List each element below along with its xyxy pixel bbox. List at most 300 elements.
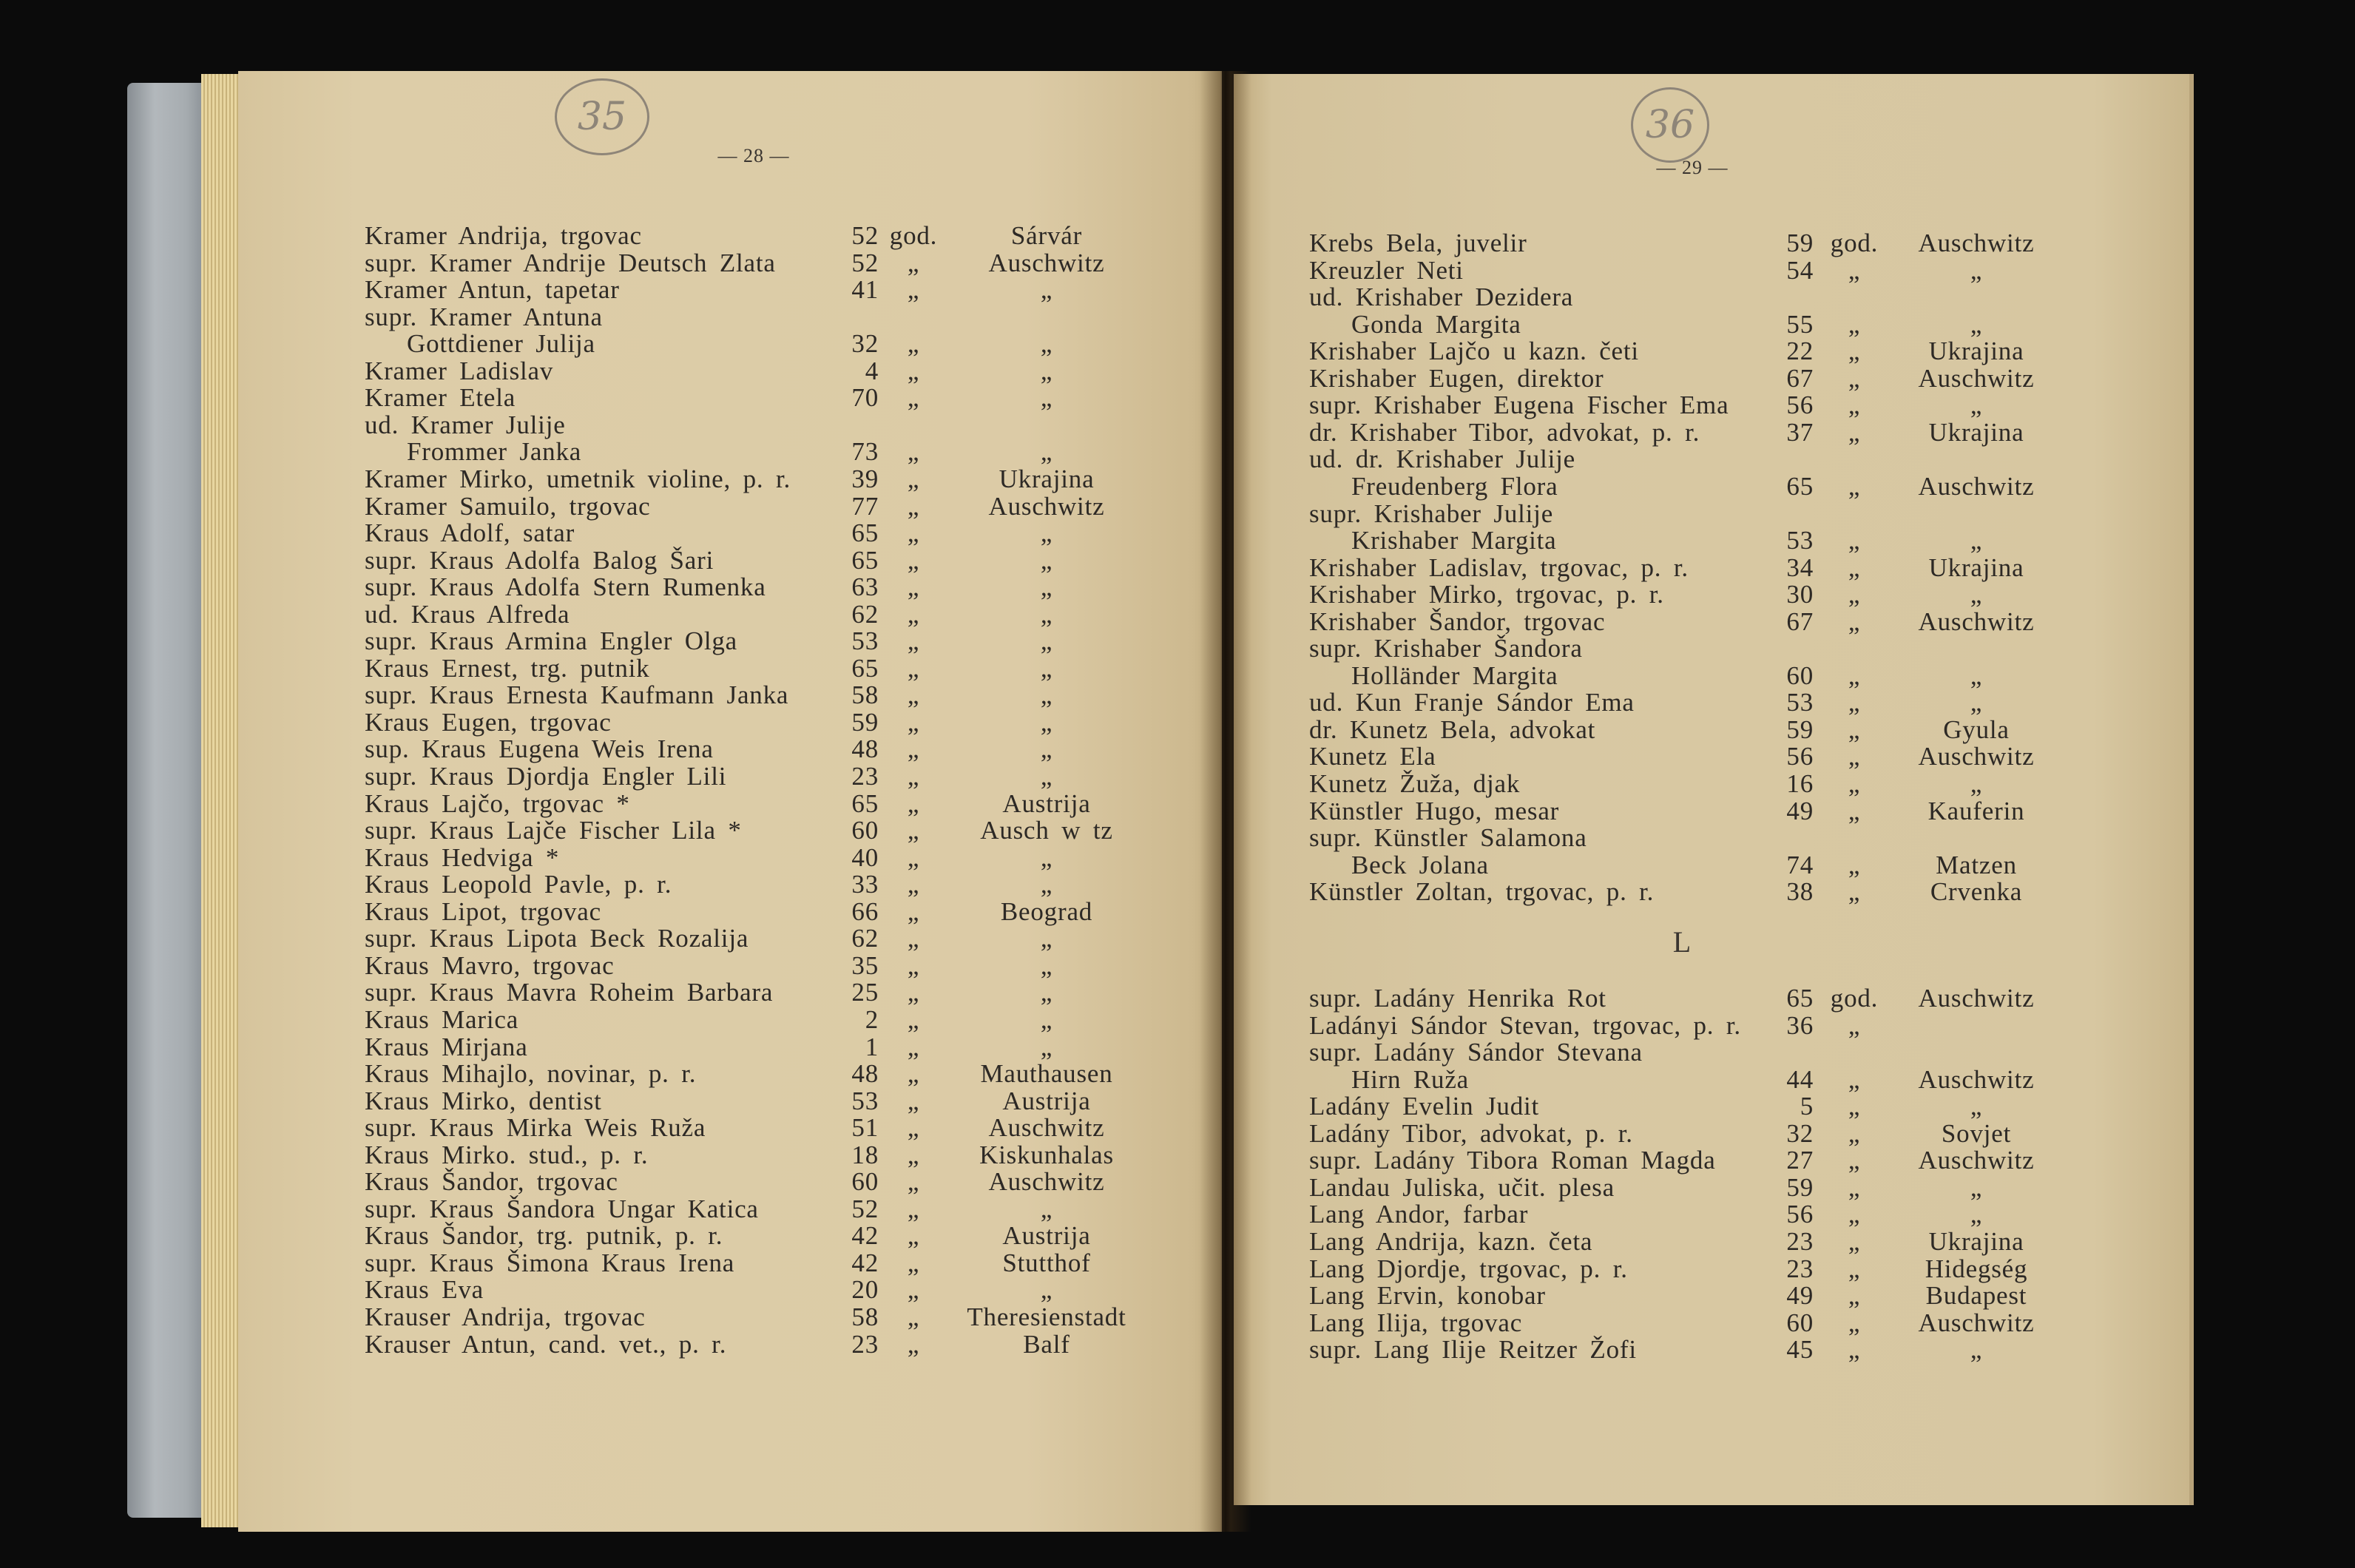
entry-name: supr. Kramer Antuna [365, 302, 603, 331]
entry-place: Ausch w tz [980, 816, 1113, 845]
entry-place: Budapest [1925, 1281, 2027, 1311]
entry-row [1309, 392, 2093, 419]
entry-unit: „ [907, 599, 920, 629]
entry-place: „ [1970, 391, 1983, 420]
entry-age: 54 [1786, 255, 1814, 285]
entry-name: Krauser Antun, cand. vet., p. r. [365, 1329, 727, 1359]
entry-unit: „ [907, 437, 920, 467]
entry-place: Ukrajina [1928, 552, 2024, 582]
entry-age: 56 [1786, 742, 1814, 771]
entry-unit: „ [1848, 714, 1861, 744]
entry-name: Gonda Margita [1351, 309, 1521, 339]
entry-age: 41 [851, 275, 879, 305]
entry-row [1309, 338, 2093, 365]
handwritten-folio-right: 36 [1631, 87, 1709, 163]
entry-place: Austrija [1002, 1221, 1091, 1251]
entry-name: Krishaber Mirko, trgovac, p. r. [1309, 580, 1664, 609]
entry-age: 53 [1786, 688, 1814, 717]
entry-row [365, 871, 1149, 899]
entry-place: „ [1970, 580, 1983, 609]
entry-place: Mauthausen [980, 1059, 1113, 1089]
entry-place: „ [1970, 255, 1983, 285]
entry-unit: „ [907, 1248, 920, 1277]
entry-name: Frommer Janka [407, 437, 582, 467]
entry-row [365, 817, 1149, 845]
entry-unit: „ [1848, 1172, 1861, 1202]
entry-place: Auschwitz [1918, 984, 2035, 1013]
entry-place: Auschwitz [1918, 471, 2035, 501]
entry-name: Ladány Evelin Judit [1309, 1092, 1540, 1121]
entry-name: supr. Kraus Armina Engler Olga [365, 626, 737, 656]
entry-row [365, 1196, 1149, 1223]
entry-place: Auschwitz [988, 1113, 1105, 1143]
entry-unit: „ [1848, 660, 1861, 690]
entry-unit: „ [907, 518, 920, 548]
entry-place: „ [1040, 978, 1053, 1007]
entry-row [1309, 419, 2093, 447]
entry-name: Kunetz Ela [1309, 742, 1436, 771]
entry-place: „ [1040, 680, 1053, 710]
entry-unit: „ [1848, 1308, 1861, 1337]
entry-age: 67 [1786, 363, 1814, 393]
entry-row [1309, 852, 2093, 879]
entry-age: 2 [865, 1004, 879, 1034]
entry-place: „ [1970, 769, 1983, 798]
entry-place: „ [1970, 1200, 1983, 1229]
entry-place: „ [1040, 545, 1053, 575]
entry-row [365, 763, 1149, 791]
entry-place: „ [1040, 1275, 1053, 1305]
entry-name: ud. Kraus Alfreda [365, 599, 570, 629]
entry-age: 60 [1786, 1308, 1814, 1337]
entry-unit: „ [1848, 769, 1861, 798]
entry-name: Krebs Bela, juvelir [1309, 229, 1527, 257]
entry-row [1309, 1039, 2093, 1067]
entry-age: 5 [1800, 1092, 1814, 1121]
entry-place: Austrija [1002, 1086, 1091, 1115]
entry-age: 58 [851, 680, 879, 710]
entry-unit: „ [907, 978, 920, 1007]
entry-name: Kramer Antun, tapetar [365, 275, 620, 305]
entry-age: 52 [851, 1194, 879, 1223]
entry-age: 67 [1786, 606, 1814, 636]
entry-place: Ukrajina [1928, 1226, 2024, 1256]
entry-name: Hirn Ruža [1351, 1064, 1470, 1094]
entry-age: 49 [1786, 1281, 1814, 1311]
entry-row [1309, 501, 2093, 528]
entry-row [1309, 1283, 2093, 1310]
entry-age: 40 [851, 842, 879, 872]
entry-name: Kramer Mirko, umetnik violine, p. r. [365, 464, 791, 493]
entry-row [365, 466, 1149, 493]
entry-row [365, 896, 1149, 926]
entry-name: ud. dr. Krishaber Julije [1309, 445, 1576, 474]
entry-unit: „ [1848, 1118, 1861, 1148]
entry-name: Krishaber Šandor, trgovac [1309, 606, 1606, 636]
entry-name: Freudenberg Flora [1351, 471, 1558, 501]
entry-age: 65 [851, 653, 879, 683]
entry-age: 23 [851, 762, 879, 791]
entry-name: Lang Ervin, konobar [1309, 1281, 1546, 1311]
entry-unit: „ [1848, 1064, 1861, 1094]
entry-place: „ [1970, 660, 1983, 690]
entry-row [365, 1004, 1149, 1034]
entry-name: Künstler Zoltan, trgovac, p. r. [1309, 877, 1655, 907]
entry-age: 70 [851, 383, 879, 413]
entry-unit: „ [907, 1086, 920, 1115]
entry-name: Kramer Andrija, trgovac [365, 221, 642, 250]
entry-unit: „ [907, 626, 920, 656]
entry-name: sup. Kraus Eugena Weis Irena [365, 734, 714, 764]
entry-age: 59 [1786, 229, 1814, 257]
entry-age: 65 [851, 545, 879, 575]
entry-row [1309, 1172, 2093, 1202]
entry-place: Beograd [1000, 896, 1093, 926]
entry-row [365, 925, 1149, 953]
entry-row [1309, 230, 2093, 257]
entry-unit: „ [1848, 850, 1861, 879]
page-header-left: — 28 — [717, 145, 790, 166]
entry-name: supr. Krishaber Šandora [1309, 634, 1583, 663]
entry-name: Krauser Andrija, trgovac [365, 1302, 646, 1331]
entry-place: Auschwitz [1918, 606, 2035, 636]
entry-age: 66 [851, 896, 879, 926]
entry-name: dr. Kunetz Bela, advokat [1309, 714, 1596, 744]
entry-unit: „ [907, 734, 920, 764]
entry-place: Balf [1023, 1329, 1070, 1359]
entry-name: Kraus Mirko. stud., p. r. [365, 1140, 649, 1169]
entry-unit: „ [907, 491, 920, 521]
entry-row [1309, 473, 2093, 501]
entry-row [1309, 1093, 2093, 1121]
entry-name: ud. Kramer Julije [365, 410, 566, 439]
entry-unit: „ [907, 572, 920, 602]
entry-unit: „ [907, 545, 920, 575]
entry-name: supr. Kraus Lajče Fischer Lila * [365, 816, 742, 845]
entry-row [365, 385, 1149, 412]
entry-age: 34 [1786, 552, 1814, 582]
entry-place: „ [1040, 518, 1053, 548]
entry-row [1309, 985, 2093, 1013]
entry-row [365, 331, 1149, 358]
section-heading-l: L [1672, 925, 1692, 959]
entry-place: Auschwitz [988, 491, 1105, 521]
entry-unit: „ [1848, 337, 1861, 366]
entry-row [365, 223, 1149, 250]
entry-age: 42 [851, 1248, 879, 1277]
entry-name: supr. Ladány Sándor Stevana [1309, 1038, 1643, 1067]
entry-row [1309, 743, 2093, 771]
entry-name: Kraus Mirjana [365, 1032, 528, 1061]
entry-row [365, 1169, 1149, 1196]
entry-name: Kraus Ernest, trg. putnik [365, 653, 650, 683]
entry-place: „ [1970, 309, 1983, 339]
entry-row [365, 358, 1149, 385]
entry-place: „ [1970, 1172, 1983, 1202]
entry-row [1309, 606, 2093, 636]
entry-age: 53 [851, 626, 879, 656]
entry-age: 65 [1786, 471, 1814, 501]
book-gutter [1200, 71, 1251, 1532]
entry-name: Kraus Mihajlo, novinar, p. r. [365, 1059, 697, 1089]
entry-unit: „ [1848, 1146, 1861, 1175]
entry-place: „ [1040, 1032, 1053, 1061]
entry-row [1309, 311, 2093, 339]
entry-age: 48 [851, 1059, 879, 1089]
entry-name: supr. Lang Ilije Reitzer Žofi [1309, 1335, 1637, 1365]
entry-place: Austrija [1002, 788, 1091, 818]
entry-age: 59 [851, 707, 879, 737]
entry-place: „ [1040, 599, 1053, 629]
entry-age: 65 [1786, 984, 1814, 1013]
entry-row [1309, 714, 2093, 744]
entry-name: supr. Kraus Šandora Ungar Katica [365, 1194, 759, 1223]
entry-place: Sovjet [1941, 1118, 2012, 1148]
entry-name: Krishaber Margita [1351, 526, 1557, 555]
entry-place: „ [1970, 1092, 1983, 1121]
entry-unit: „ [1848, 1200, 1861, 1229]
entry-unit: „ [907, 1302, 920, 1331]
entry-row [1309, 879, 2093, 906]
entry-name: supr. Kraus Mavra Roheim Barbara [365, 978, 774, 1007]
entry-row [365, 1331, 1149, 1359]
entry-place: Auschwitz [1918, 1146, 2035, 1175]
entry-row [1309, 257, 2093, 285]
entry-name: supr. Krishaber Eugena Fischer Ema [1309, 391, 1729, 420]
entry-place: Auschwitz [1918, 742, 2035, 771]
entry-age: 65 [851, 518, 879, 548]
entry-age: 60 [1786, 660, 1814, 690]
entry-row [1309, 1256, 2093, 1283]
entry-unit: god. [1830, 229, 1879, 257]
entry-place: „ [1040, 734, 1053, 764]
entry-unit: „ [907, 464, 920, 493]
entry-age: 52 [851, 248, 879, 277]
entry-place: Sárvár [1010, 221, 1083, 250]
entry-place: Auschwitz [1918, 229, 2035, 257]
right-page-entry-list-k [1309, 230, 2093, 910]
entry-unit: „ [1848, 363, 1861, 393]
entry-unit: „ [1848, 877, 1861, 907]
entry-row [1309, 1118, 2093, 1148]
entry-age: 23 [1786, 1254, 1814, 1283]
entry-place: Ukrajina [1928, 337, 2024, 366]
entry-place: Matzen [1936, 850, 2017, 879]
entry-unit: „ [907, 248, 920, 277]
entry-name: supr. Kraus Šimona Kraus Irena [365, 1248, 735, 1277]
entry-row [1309, 1310, 2093, 1337]
entry-row [1309, 581, 2093, 609]
entry-place: „ [1040, 653, 1053, 683]
entry-name: supr. Kraus Adolfa Balog Šari [365, 545, 714, 575]
entry-place: „ [1040, 275, 1053, 305]
entry-row [365, 1142, 1149, 1169]
entry-unit: „ [1848, 1335, 1861, 1365]
entry-unit: „ [907, 1113, 920, 1143]
entry-name: Beck Jolana [1351, 850, 1489, 879]
entry-name: Kraus Mirko, dentist [365, 1086, 602, 1115]
entry-name: Lang Ilija, trgovac [1309, 1308, 1523, 1337]
entry-age: 35 [851, 950, 879, 980]
entry-name: Kraus Leopold Pavle, p. r. [365, 870, 672, 899]
entry-name: ud. Kun Franje Sándor Ema [1309, 688, 1635, 717]
entry-name: Kramer Samuilo, trgovac [365, 491, 651, 521]
entry-row [365, 1088, 1149, 1115]
entry-age: 59 [1786, 1172, 1814, 1202]
entry-place: „ [1040, 626, 1053, 656]
entry-place: Kauferin [1927, 796, 2025, 825]
entry-row [365, 439, 1149, 466]
entry-unit: „ [907, 275, 920, 305]
entry-name: supr. Kraus Ernesta Kaufmann Janka [365, 680, 789, 710]
entry-age: 62 [851, 599, 879, 629]
entry-unit: „ [907, 1275, 920, 1305]
entry-age: 60 [851, 816, 879, 845]
entry-name: Kreuzler Neti [1309, 255, 1464, 285]
entry-age: 16 [1786, 769, 1814, 798]
entry-name: supr. Ladány Tibora Roman Magda [1309, 1146, 1716, 1175]
entry-age: 27 [1786, 1146, 1814, 1175]
entry-unit: „ [1848, 742, 1861, 771]
entry-place: Ukrajina [999, 464, 1095, 493]
entry-row [1309, 1336, 2093, 1364]
entry-row [1309, 771, 2093, 798]
entry-age: 33 [851, 870, 879, 899]
entry-row [365, 655, 1149, 683]
entry-unit: „ [907, 842, 920, 872]
entry-unit: „ [1848, 606, 1861, 636]
entry-row [365, 950, 1149, 980]
book-cover-edge [127, 83, 206, 1518]
entry-age: 32 [1786, 1118, 1814, 1148]
entry-row [365, 628, 1149, 655]
entry-row [365, 250, 1149, 277]
entry-name: Kunetz Žuža, djak [1309, 769, 1521, 798]
entry-unit: „ [1848, 688, 1861, 717]
entry-unit: „ [907, 1032, 920, 1061]
entry-name: Kraus Eva [365, 1275, 484, 1305]
entry-row [1309, 1147, 2093, 1175]
entry-name: supr. Kraus Lipota Beck Rozalija [365, 924, 749, 953]
entry-place: „ [1040, 329, 1053, 359]
entry-age: 23 [1786, 1226, 1814, 1256]
entry-place: Stutthof [1002, 1248, 1091, 1277]
entry-row [365, 709, 1149, 737]
entry-place: „ [1040, 707, 1053, 737]
entry-unit: „ [1848, 580, 1861, 609]
entry-unit: „ [907, 653, 920, 683]
entry-unit: „ [1848, 417, 1861, 447]
entry-age: 4 [865, 356, 879, 385]
entry-name: Kraus Šandor, trg. putnik, p. r. [365, 1221, 723, 1251]
entry-name: Kraus Mavro, trgovac [365, 950, 615, 980]
entry-unit: „ [1848, 471, 1861, 501]
entry-age: 30 [1786, 580, 1814, 609]
entry-age: 49 [1786, 796, 1814, 825]
entry-place: Theresienstadt [967, 1302, 1126, 1331]
entry-age: 22 [1786, 337, 1814, 366]
entry-age: 48 [851, 734, 879, 764]
entry-row [1309, 1064, 2093, 1094]
entry-unit: god. [1830, 984, 1879, 1013]
entry-row [1309, 552, 2093, 582]
entry-row [365, 842, 1149, 872]
entry-row [365, 601, 1149, 629]
entry-row [1309, 660, 2093, 690]
entry-unit: „ [1848, 309, 1861, 339]
entry-row [365, 574, 1149, 601]
entry-row [1309, 798, 2093, 825]
entry-row [365, 493, 1149, 521]
entry-unit: „ [907, 816, 920, 845]
entry-row [1309, 635, 2093, 663]
entry-row [365, 1115, 1149, 1142]
entry-row [365, 1250, 1149, 1277]
entry-place: „ [1040, 383, 1053, 413]
entry-place: „ [1970, 688, 1983, 717]
entry-age: 77 [851, 491, 879, 521]
entry-unit: „ [907, 1167, 920, 1197]
entry-age: 60 [851, 1167, 879, 1197]
entry-age: 65 [851, 788, 879, 818]
entry-unit: „ [1848, 1254, 1861, 1283]
entry-name: supr. Kraus Mirka Weis Ruža [365, 1113, 706, 1143]
entry-name: supr. Ladány Henrika Rot [1309, 984, 1606, 1013]
entry-age: 63 [851, 572, 879, 602]
entry-place: „ [1970, 526, 1983, 555]
entry-name: Kraus Hedviga * [365, 842, 560, 872]
entry-unit: „ [907, 1059, 920, 1089]
entry-age: 53 [1786, 526, 1814, 555]
entry-age: 62 [851, 924, 879, 953]
entry-row [365, 1034, 1149, 1061]
entry-row [1309, 527, 2093, 555]
entry-row [365, 520, 1149, 547]
entry-row [1309, 365, 2093, 393]
entry-name: Kraus Lajčo, trgovac * [365, 788, 630, 818]
entry-age: 36 [1786, 1010, 1814, 1040]
entry-row [1309, 689, 2093, 717]
entry-name: Kraus Adolf, satar [365, 518, 575, 548]
entry-row [365, 304, 1149, 331]
entry-row [1309, 284, 2093, 311]
entry-unit: „ [907, 680, 920, 710]
entry-unit: „ [1848, 552, 1861, 582]
entry-name: supr. Künstler Salamona [1309, 823, 1587, 853]
entry-age: 42 [851, 1221, 879, 1251]
entry-row [365, 788, 1149, 818]
entry-unit: god. [889, 221, 938, 250]
entry-age: 18 [851, 1140, 879, 1169]
entry-age: 23 [851, 1329, 879, 1359]
entry-place: „ [1040, 762, 1053, 791]
entry-age: 44 [1786, 1064, 1814, 1094]
entry-place: Hidegség [1925, 1254, 2028, 1283]
entry-unit: „ [907, 1329, 920, 1359]
entry-unit: „ [907, 896, 920, 926]
entry-place: „ [1040, 572, 1053, 602]
entry-age: 39 [851, 464, 879, 493]
entry-unit: „ [907, 762, 920, 791]
entry-unit: „ [1848, 255, 1861, 285]
entry-unit: „ [1848, 1226, 1861, 1256]
entry-place: „ [1040, 437, 1053, 467]
entry-age: 56 [1786, 1200, 1814, 1229]
entry-row [1309, 1201, 2093, 1229]
entry-name: Kramer Etela [365, 383, 516, 413]
entry-unit: „ [1848, 1092, 1861, 1121]
entry-name: Kraus Marica [365, 1004, 519, 1034]
